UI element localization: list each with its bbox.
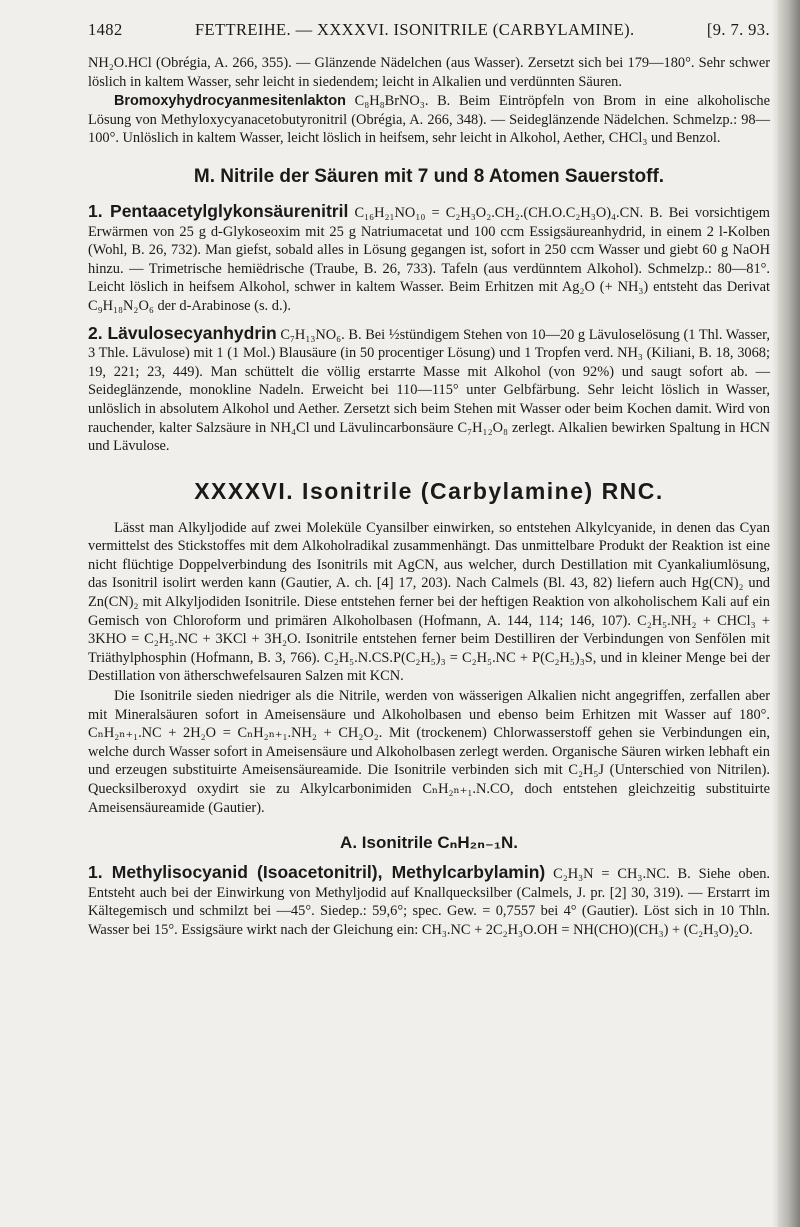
chapter-heading: XXXXVI. Isonitrile (Carbylamine) RNC.: [194, 477, 664, 504]
compound-name: 1. Methylisocyanid (Isoacetonitril), Methylcarbylamin): [88, 862, 546, 883]
page-number: 1482: [88, 20, 123, 39]
entry-laevulosecyanhydrin: [88, 324, 770, 456]
entry-methylisocyanid: [88, 863, 770, 939]
entry-text: C₈H₈BrNO₃. B. Beim Eintröpfeln von Brom in eine alkoholische Lösung von Methyloxycyanacetobutyronitril (Obrégia, A. 266, 348). — Seideglänzende Nädelchen. Schmelzp.: 98—100°. Unlöslich in kaltem Wasser, leicht löslich in heifsem, sehr leicht in Alkohol, Aether, CHCl₃ und Benzol.: [88, 93, 770, 147]
entry-text: C₂H₃N = CH₃.NC. B. Siehe oben. Entsteht auch bei der Einwirkung von Methyljodid auf Knallquecksilber (Calmels, J. pr. [2] 30, 319). — Erstarrt im Kältegemisch und schmilzt bei —45°. Siedep.: 59,6°; spec. Gew. = 0,7557 bei 4° (Gautier). Löst sich in 10 Thln. Wasser bei 15°. Essigsäure wirkt nach der Gleichung ein: CH₃.NC + 2C₂H₃O.OH = NH(CHO)(CH₃) + (C₂H₃O)₂O.: [88, 866, 770, 938]
entry-paragraph: NH₂O.HCl (Obrégia, A. 266, 355). — Glänzende Nädelchen (aus Wasser). Zersetzt sich bei 179—180°. Sehr schwer löslich in kaltem Wasser, sehr leicht in siedendem; leicht in Alkalien und verdünnten Säuren.: [88, 55, 770, 90]
running-title: FETTREIHE. — XXXXVI. ISONITRILE (CARBYLAMINE).: [194, 20, 635, 39]
intro-paragraph: Lässt man Alkyljodide auf zwei Moleküle Cyansilber einwirken, so entstehen Alkylcyanide, in denen das Cyan vermittelst des Stickstoffes mit dem Alkoholradikal zusammenhängt. Das unmittelbare Produkt der Reaktion ist eine nicht flüchtige Doppelverbindung des Isonitrils mit AgCN, aus welcher, durch Destillation mit Cyankaliumlösung, das Isonitril isolirt werden kann (Gautier, A. ch. [4] 17, 203). Nach Calmels (Bl. 43, 82) liefern auch Hg(CN)₂ und Zn(CN)₂ mit Alkyljodiden Isonitrile. Diese entstehen ferner bei der heftigen Reaktion von alkoholischem Kali auf ein Gemisch von Chloroform und primären Alkoholbasen (Hofmann, A. 144, 114; 146, 107). C₂H₅.NH₂ + CHCl₃ + 3KHO = C₂H₅.NC + 3KCl + 3H₂O. Isonitrile entstehen ferner beim Destilliren der Verbindungen von Senfölen mit Triäthylphosphin (Hofmann, B. 3, 766). C₂H₅.N.CS.P(C₂H₅)₃ = C₂H₅.NC + P(C₂H₅)₃S, und in kleiner Menge bei der Destillation von ätherschwefelsauren Salzen mit KCN.: [88, 519, 770, 685]
entry-text: C₇H₁₃NO₆. B. Bei ½stündigem Stehen von 10—20 g Lävuloselösung (1 Thl. Wasser, 3 Thle. Lävulose) mit 1 (1 Mol.) Blausäure (in 50 procentiger Lösung) und 1 Tropfen verd. NH₃ (Kiliani, B. 18, 3068; 19, 221; 23, 449). Man schüttelt die völlig erstarrte Masse mit Alkohol (von 92%) und saugt sofort ab. — Seideglänzende, monokline Nadeln. Erweicht bei 110—115° unter Gelbfärbung. Sehr leicht löslich in Wasser, unlöslich in absolutem Alkohol und Aether. Zersetzt sich beim Stehen mit Wasser oder beim Kochen damit. Wird von rauchender, kalter Salzsäure in NH₄Cl und Lävulincarbonsäure C₇H₁₂O₈ zerlegt. Alkalien bewirken Spaltung in HCN und Lävulose.: [88, 326, 770, 455]
entry-pentaacetylglykonsaeurenitril: [88, 202, 770, 316]
section-heading-m: M. Nitrile der Säuren mit 7 und 8 Atomen Sauerstoff.: [193, 165, 665, 187]
page-edge: [778, 0, 800, 1227]
compound-name: 2. Lävulosecyanhydrin: [88, 322, 277, 343]
compound-name: 1. Pentaacetylglykonsäurenitril: [88, 200, 349, 221]
page-content: [88, 20, 770, 940]
running-header: [88, 20, 770, 54]
header-date: [9. 7. 93.: [706, 20, 770, 39]
compound-name: Bromoxyhydrocyanmesitenlakton: [114, 93, 346, 110]
section-heading-a: A. Isonitrile CₙH₂ₙ₋₁N.: [340, 833, 518, 853]
entry-text: C₁₆H₂₁NO₁₀ = C₂H₃O₂.CH₂.(CH.O.C₂H₃O)₄.CN. B. Bei vorsichtigem Erwärmen von 25 g d-Glykoseoxim mit 25 g Natriumacetat und 100 ccm Essigsäureanhydrid, in einem 2 l-Kolben (Wohl, B. 26, 732). Man giefst, sobald alles in Lösung gegangen ist, sofort in 250 ccm Wasser und giebt 60 g NaOH hinzu. — Trimetrische hemiëdrische (Traube, B. 26, 733). Tafeln (aus verdünntem Alkohol). Schmelzp.: 80—81°. Leicht löslich in heifsem Alkohol, schwer in kaltem Wasser. Beim Erhitzen mit Ag₂O (+ NH₃) entsteht das Derivat C₉H₁₈N₂O₆ der d-Arabinose (s. d.).: [88, 204, 770, 314]
properties-paragraph: Die Isonitrile sieden niedriger als die Nitrile, werden von wässerigen Alkalien nicht angegriffen, zerfallen aber mit Mineralsäuren sofort in Ameisensäure und Alkoholbasen und ebenso beim Erhitzen mit Wasser auf 180°. CₙH₂ₙ₊₁.NC + 2H₂O = CₙH₂ₙ₊₁.NH₂ + CH₂O₂. Mit (trockenem) Chlorwasserstoff gehen sie Verbindungen ein, welche durch Wasser sofort in Ameisensäure und Alkoholbasen zerlegt werden. Organische Säuren wirken lebhaft ein und erzeugen substituirte Ameisensäureamide. Die Isonitrile verbinden sich mit C₂H₅J (Unterschied von Nitrilen). Quecksilberoxyd oxydirt sie zu Alkylcarbonimiden CₙH₂ₙ₊₁.N.CO, doch entstehen gleichzeitig substituirte Ameisensäureamide (Gautier).: [88, 688, 770, 816]
entry-bromoxyhydrocyanmesitenlakton: [88, 92, 770, 148]
